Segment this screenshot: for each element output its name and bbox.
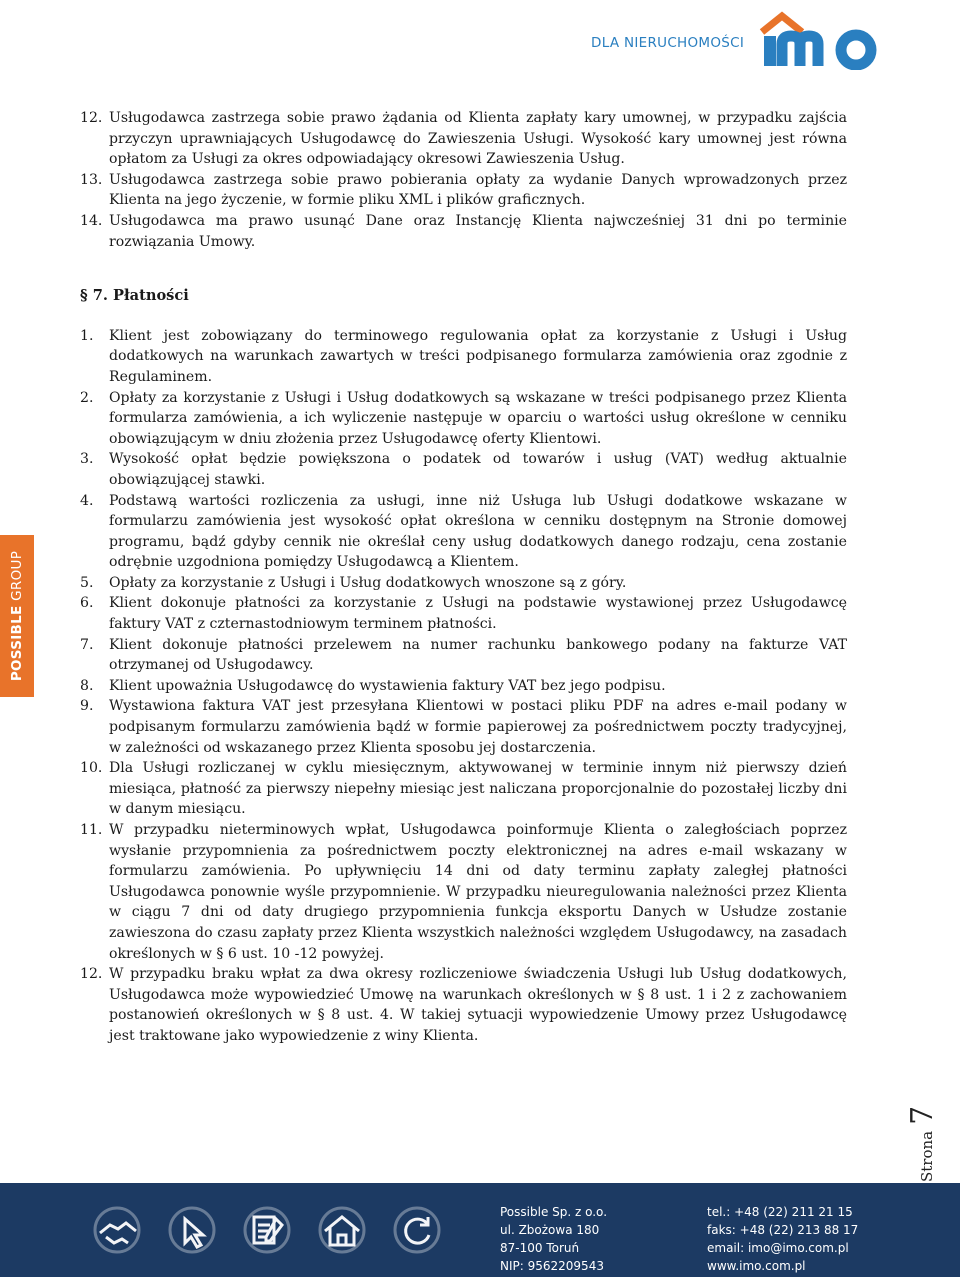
item-text: Klient jest zobowiązany do terminowego regulowania opłat za korzystanie z Usługi i Usług dodatkowych na warunkach zawartych w treści podpisanego formularza zamówienia oraz zgodnie z Regulaminem.: [109, 327, 847, 385]
contact-phone: tel.: +48 (22) 211 21 15: [707, 1205, 853, 1219]
company-nip: NIP: 9562209543: [500, 1259, 604, 1273]
item-number: 3.: [80, 451, 94, 468]
section-title: 7. Płatności: [92, 287, 189, 305]
side-brand-suffix: GROUP: [9, 550, 25, 601]
list-item: [80, 326, 847, 388]
side-brand-name: POSSIBLE: [9, 605, 25, 682]
item-text: Usługodawca zastrzega sobie prawo pobierania opłaty za wydanie Danych wprowadzonych przez Klienta na jego życzenie, w formie pliku XML i plików graficznych.: [109, 171, 847, 209]
contact-website[interactable]: www.imo.com.pl: [707, 1259, 806, 1273]
contact-email[interactable]: email: imo@imo.com.pl: [707, 1241, 849, 1255]
list-item: [80, 696, 847, 758]
list-item: [80, 211, 847, 252]
item-number: 14.: [80, 212, 103, 229]
company-street: ul. Zbożowa 180: [500, 1223, 600, 1237]
item-text: Wysokość opłat będzie powiększona o podatek od towarów i usług (VAT) według aktualnie obowiązującej stawki.: [109, 451, 847, 488]
list-item: [80, 108, 847, 170]
footer-icons: [92, 1205, 462, 1255]
item-text: Usługodawca ma prawo usunąć Dane oraz Instancję Klienta najwcześniej 31 dni po terminie rozwiązania Umowy.: [109, 212, 847, 250]
document-body: [80, 108, 847, 1047]
item-text: W przypadku braku wpłat za dwa okresy rozliczeniowe świadczenia Usługi lub Usług dodatkowych, Usługodawca może wypowiedzieć Umowę na warunkach określonych w § 8 ust. 1 i 2 z zachowaniem postanowień określonych w § 8 ust. 4. W takiej sytuacji wypowiedzenie Umowy przez Usługodawcę jest traktowane jako wypowiedzenie z winy Klienta.: [109, 966, 847, 1044]
item-number: 7.: [80, 636, 94, 653]
item-number: 8.: [80, 677, 94, 694]
section-heading: [80, 286, 847, 307]
side-brand-tab: [0, 535, 34, 697]
header-tagline: DLA NIERUCHOMOŚCI: [591, 35, 745, 51]
list-item: [80, 758, 847, 820]
page-label: Strona: [918, 1130, 936, 1182]
imo-logo: [750, 6, 890, 70]
footer: [0, 1183, 960, 1277]
item-number: 9.: [80, 698, 94, 715]
item-number: 11.: [80, 822, 103, 838]
payments-list: [80, 326, 847, 1047]
list-item: [80, 388, 847, 450]
contact-fax: faks: +48 (22) 213 88 17: [707, 1223, 859, 1237]
item-text: Klient upoważnia Usługodawcę do wystawienia faktury VAT bez jego podpisu.: [109, 677, 666, 694]
item-text: Klient dokonuje płatności przelewem na numer rachunku bankowego podany na fakturze VAT otrzymanej od Usługodawcy.: [109, 636, 847, 674]
list-item: [80, 635, 847, 676]
item-number: 4.: [80, 492, 94, 509]
list-item: [80, 491, 847, 573]
list-item: [80, 593, 847, 634]
item-text: Dla Usługi rozliczanej w cyklu miesięcznym, aktywowanej w terminie innym niż pierwszy dzień miesiąca, płatność za pierwszy niepełny miesiąc jest naliczana proporcjonalnie do pozostałej liczby dni w danym miesiącu.: [109, 760, 847, 818]
item-text: Opłaty za korzystanie z Usługi i Usług dodatkowych wnoszone są z góry.: [109, 574, 627, 591]
item-text: Podstawą wartości rozliczenia za usługi, inne niż Usługa lub Usługi dodatkowe wskazane w formularzu zamówienia jest wysokość opłat określona w cenniku dostępnym na Stronie domowej programu, bądź gdyby cennik nie określał ceny usług dodatkowych danego rodzaju, cena zostanie odrębnie uzgodniona pomiędzy Usługodawcą a Klientem.: [109, 492, 847, 571]
continued-list: [80, 108, 847, 252]
item-number: 1.: [80, 327, 94, 344]
refresh-icon: [395, 1208, 439, 1252]
item-number: 6.: [80, 595, 94, 612]
item-text: Usługodawca zastrzega sobie prawo żądania od Klienta zapłaty kary umownej, w przypadku zajścia przyczyn uprawniających Usługodawcę do Zawieszenia Usługi. Wysokość kary umownej jest równa opłatom za Usługi za okres odpowiadający okresowi Zawieszenia Usług.: [109, 110, 847, 168]
document-pen-icon: [245, 1208, 289, 1252]
item-text: Wystawiona faktura VAT jest przesyłana Klientowi w postaci pliku PDF na adres e-mail podany w podpisanym formularzu zamówienia bądź w formie papierowej za pośrednictwem poczty tradycyjnej, w zależności od wskazanego przez Klienta sposobu jej dostarczenia.: [109, 698, 847, 756]
handshake-icon: [95, 1208, 139, 1252]
footer-contact-info: [707, 1203, 858, 1275]
page-value: 7: [905, 1105, 940, 1125]
item-text: Klient dokonuje płatności za korzystanie z Usługi na podstawie wystawionej przez Usługodawcę faktury VAT z czternastodniowym terminem płatności.: [109, 595, 847, 633]
item-number: 12.: [80, 966, 103, 983]
list-item: [80, 964, 847, 1046]
company-city: 87-100 Toruń: [500, 1241, 580, 1255]
cursor-click-icon: [170, 1208, 214, 1252]
list-item: [80, 449, 847, 490]
item-number: 10.: [80, 760, 103, 777]
item-number: 2.: [80, 389, 94, 406]
list-item: [80, 676, 847, 697]
company-name: Possible Sp. z o.o.: [500, 1205, 608, 1219]
list-item: [80, 170, 847, 211]
item-text: W przypadku nieterminowych wpłat, Usługodawca poinformuje Klienta o zaległościach poprzez wysłanie przypomnienia za pośrednictwem poczty elektronicznej na adres e-mail wskazany w formularzu zamówienia. Po upływnięciu 14 dni od daty terminu zapłaty zaległej płatności Usługodawca ponownie wyśle przypomnienie. W przypadku nieuregulowania należności przez Klienta w ciągu 7 dni od daty drugiego przypomnienia funkcja eksportu Danych w Usłudze zostanie zawieszona do czasu zapłaty przez Klienta wszystkich należności względem Usługodawcy, na zasadach określonych w § 6 ust. 10 -12 powyżej.: [109, 822, 847, 962]
house-icon: [320, 1208, 364, 1252]
list-item: [80, 820, 847, 964]
footer-company-info: [500, 1203, 607, 1275]
item-text: Opłaty za korzystanie z Usługi i Usług dodatkowych są wskazane w treści podpisanego przez Klienta formularza zamówienia, a ich wyliczenie następuje w oparciu o wartości usług określone w cenniku obowiązującym w dniu złożenia przez Usługodawcę oferty Klientowi.: [109, 389, 847, 447]
item-number: 13.: [80, 171, 103, 188]
item-number: 5.: [80, 574, 94, 591]
section-symbol: §: [80, 287, 88, 305]
item-number: 12.: [80, 110, 103, 126]
list-item: [80, 573, 847, 594]
